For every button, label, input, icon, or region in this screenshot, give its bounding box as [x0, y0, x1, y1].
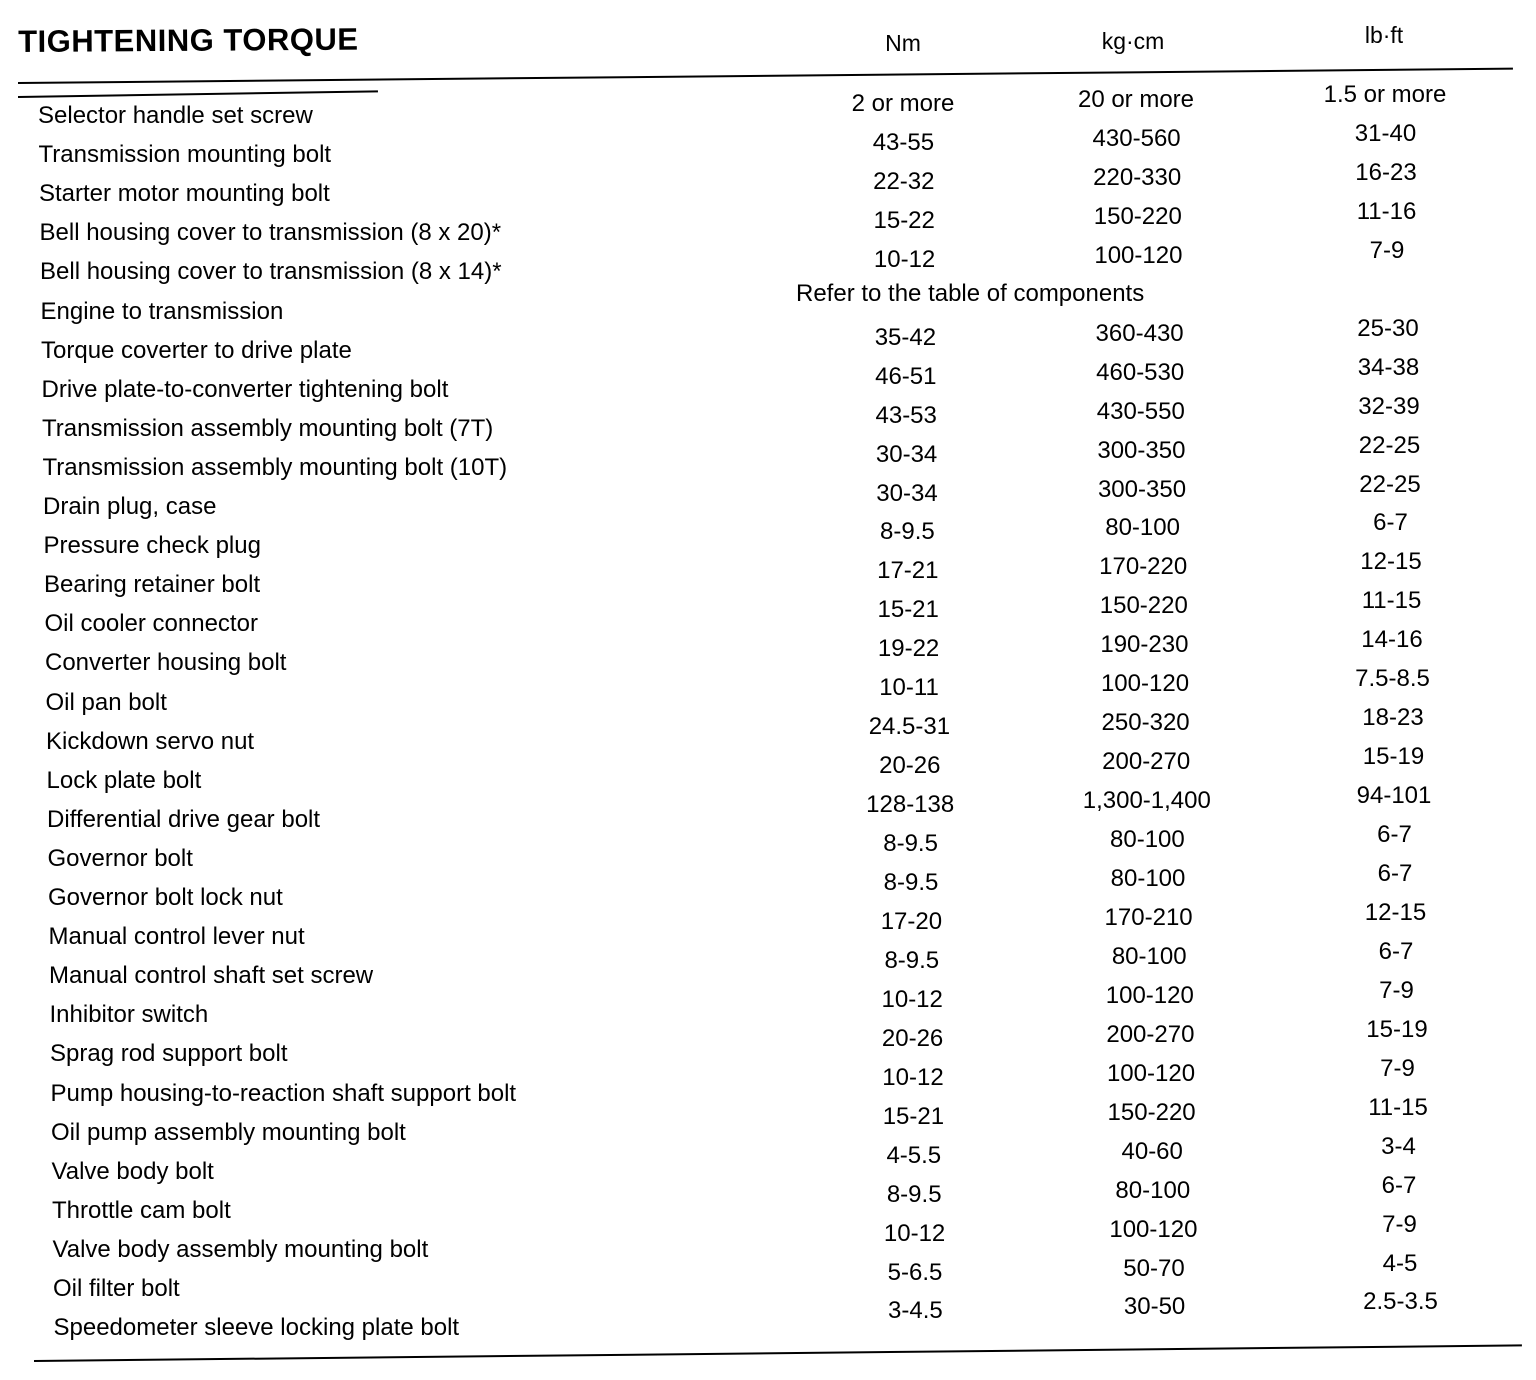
value-nm: 8-9.5 — [884, 946, 940, 974]
table-title: TIGHTENING TORQUE — [18, 21, 359, 59]
value-nm: 10-12 — [883, 1219, 946, 1247]
component-name: Oil filter bolt — [53, 1275, 180, 1302]
component-name: Torque coverter to drive plate — [41, 336, 352, 364]
reference-note: Refer to the table of components — [796, 279, 1145, 307]
title-underline — [18, 90, 378, 98]
value-nm: 30-34 — [875, 440, 938, 468]
value-kgcm: 430-560 — [1092, 124, 1181, 152]
header-divider — [18, 68, 1513, 84]
value-kgcm: 220-330 — [1093, 163, 1182, 191]
component-name: Oil pan bolt — [45, 688, 167, 716]
value-lbft: 2.5-3.5 — [1363, 1288, 1438, 1316]
value-lbft: 22-25 — [1359, 470, 1421, 498]
value-nm: 30-34 — [876, 479, 938, 507]
value-kgcm: 300-350 — [1097, 436, 1186, 464]
value-kgcm: 20 or more — [1077, 86, 1195, 113]
value-kgcm: 200-270 — [1102, 748, 1191, 776]
value-lbft: 7-9 — [1369, 236, 1405, 264]
value-kgcm: 200-270 — [1106, 1020, 1195, 1048]
value-nm: 46-51 — [875, 362, 937, 390]
value-kgcm: 100-120 — [1105, 981, 1194, 1009]
value-nm: 8-9.5 — [883, 869, 939, 896]
value-lbft: 3-4 — [1381, 1132, 1416, 1160]
value-kgcm: 150-220 — [1107, 1098, 1196, 1126]
value-kgcm: 430-550 — [1096, 397, 1185, 425]
value-kgcm: 250-320 — [1101, 709, 1190, 737]
value-kgcm: 460-530 — [1096, 358, 1185, 386]
value-nm: 17-20 — [880, 907, 943, 935]
value-kgcm: 360-430 — [1095, 319, 1184, 347]
value-kgcm: 80-100 — [1115, 1176, 1191, 1204]
value-nm: 3-4.5 — [888, 1297, 943, 1325]
component-name: Drain plug, case — [43, 493, 217, 520]
component-name: Sprag rod support bolt — [50, 1040, 288, 1068]
value-kgcm: 170-210 — [1104, 903, 1193, 931]
value-nm: 5-6.5 — [887, 1258, 943, 1286]
value-kgcm: 150-220 — [1099, 592, 1188, 620]
value-nm: 15-21 — [882, 1102, 945, 1130]
value-lbft: 15-19 — [1366, 1015, 1428, 1043]
value-nm: 35-42 — [874, 323, 937, 351]
value-nm: 43-55 — [872, 128, 935, 156]
column-header-kgcm: kg·cm — [1101, 28, 1165, 54]
value-nm: 20-26 — [879, 752, 941, 780]
value-lbft: 25-30 — [1357, 314, 1419, 342]
component-name: Transmission assembly mounting bolt (7T) — [42, 414, 494, 442]
component-name: Throttle cam bolt — [52, 1196, 231, 1224]
value-kgcm: 80-100 — [1111, 942, 1187, 970]
column-header-lbft: lb·ft — [1364, 22, 1404, 48]
value-lbft: 7-9 — [1379, 976, 1414, 1004]
value-kgcm: 190-230 — [1100, 631, 1189, 659]
component-name: Selector handle set screw — [38, 102, 313, 129]
value-lbft: 4-5 — [1382, 1249, 1418, 1277]
component-name: Engine to transmission — [40, 297, 284, 325]
value-lbft: 18-23 — [1362, 704, 1424, 732]
value-kgcm: 50-70 — [1123, 1254, 1185, 1282]
value-nm: 8-9.5 — [880, 518, 935, 546]
value-kgcm: 170-220 — [1099, 553, 1188, 581]
value-lbft: 11-16 — [1356, 197, 1417, 225]
component-name: Bearing retainer bolt — [44, 571, 261, 599]
component-name: Bell housing cover to transmission (8 x 14)* — [40, 258, 502, 286]
component-name: Governor bolt — [47, 844, 193, 872]
value-lbft: 12-15 — [1360, 548, 1422, 576]
value-kgcm: 150-220 — [1093, 202, 1182, 230]
value-nm: 15-21 — [877, 596, 939, 624]
value-nm: 10-12 — [881, 985, 943, 1013]
value-nm: 8-9.5 — [886, 1180, 942, 1208]
value-kgcm: 30-50 — [1123, 1293, 1186, 1321]
value-nm: 20-26 — [881, 1024, 944, 1052]
value-nm: 2 or more — [851, 90, 955, 117]
component-name: Valve body assembly mounting bolt — [52, 1235, 429, 1263]
component-name: Inhibitor switch — [49, 1001, 209, 1029]
column-header-nm: Nm — [885, 30, 921, 56]
component-name: Oil cooler connector — [44, 610, 258, 638]
value-lbft: 6-7 — [1378, 937, 1414, 965]
value-lbft: 14-16 — [1361, 626, 1423, 654]
component-name: Converter housing bolt — [45, 649, 287, 677]
component-name: Kickdown servo nut — [46, 727, 255, 755]
value-kgcm: 80-100 — [1110, 826, 1185, 854]
value-kgcm: 300-350 — [1097, 475, 1187, 503]
value-nm: 4-5.5 — [886, 1141, 942, 1169]
value-nm: 19-22 — [877, 635, 940, 663]
component-name: Manual control shaft set screw — [49, 962, 374, 990]
table-bottom-rule — [34, 1344, 1522, 1362]
value-nm: 10-12 — [873, 245, 936, 273]
value-kgcm: 100-120 — [1100, 670, 1190, 698]
value-nm: 128-138 — [866, 791, 955, 819]
value-lbft: 7-9 — [1382, 1210, 1417, 1238]
value-lbft: 32-39 — [1358, 392, 1420, 420]
value-nm: 10-11 — [879, 674, 939, 702]
component-name: Differential drive gear bolt — [47, 805, 321, 833]
value-nm: 15-22 — [873, 206, 935, 234]
value-lbft: 16-23 — [1355, 158, 1417, 186]
value-lbft: 7-9 — [1380, 1054, 1415, 1082]
value-lbft: 34-38 — [1357, 353, 1420, 381]
value-lbft: 94-101 — [1356, 782, 1432, 810]
value-kgcm: 80-100 — [1110, 865, 1186, 892]
value-kgcm: 40-60 — [1121, 1137, 1183, 1165]
value-kgcm: 80-100 — [1105, 514, 1180, 542]
component-name: Oil pump assembly mounting bolt — [51, 1118, 406, 1146]
component-name: Lock plate bolt — [46, 766, 202, 794]
component-name: Pump housing-to-reaction shaft support bolt — [50, 1079, 517, 1107]
value-nm: 22-32 — [873, 167, 935, 195]
component-name: Speedometer sleeve locking plate bolt — [53, 1314, 460, 1342]
component-name: Transmission assembly mounting bolt (10T) — [42, 453, 508, 481]
value-lbft: 7.5-8.5 — [1355, 665, 1430, 693]
value-lbft: 12-15 — [1364, 898, 1427, 926]
value-kgcm: 100-120 — [1094, 241, 1183, 269]
value-lbft: 22-25 — [1358, 431, 1421, 459]
component-name: Pressure check plug — [43, 532, 261, 560]
value-kgcm: 1,300-1,400 — [1082, 787, 1211, 815]
component-name: Bell housing cover to transmission (8 x 20)* — [39, 219, 502, 247]
value-nm: 8-9.5 — [883, 830, 938, 858]
component-name: Transmission mounting bolt — [38, 141, 332, 169]
value-lbft: 6-7 — [1373, 509, 1408, 537]
component-name: Drive plate-to-converter tightening bolt — [41, 375, 449, 403]
value-nm: 24.5-31 — [868, 713, 951, 741]
component-name: Governor bolt lock nut — [48, 884, 283, 911]
value-kgcm: 100-120 — [1106, 1059, 1196, 1087]
value-lbft: 11-15 — [1361, 587, 1422, 615]
value-lbft: 15-19 — [1362, 743, 1425, 771]
component-name: Valve body bolt — [51, 1157, 214, 1185]
value-lbft: 6-7 — [1381, 1171, 1417, 1199]
value-kgcm: 100-120 — [1109, 1215, 1198, 1243]
component-name: Starter motor mounting bolt — [39, 180, 330, 208]
value-lbft: 6-7 — [1377, 821, 1412, 849]
value-lbft: 6-7 — [1377, 860, 1413, 887]
value-lbft: 11-15 — [1368, 1093, 1428, 1121]
component-name: Manual control lever nut — [48, 923, 305, 951]
value-nm: 43-53 — [875, 401, 937, 429]
value-lbft: 1.5 or more — [1323, 81, 1447, 108]
value-nm: 10-12 — [882, 1063, 944, 1091]
value-lbft: 31-40 — [1354, 119, 1417, 147]
value-nm: 17-21 — [877, 557, 939, 585]
